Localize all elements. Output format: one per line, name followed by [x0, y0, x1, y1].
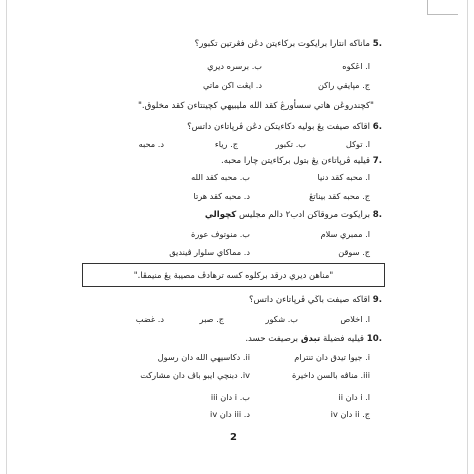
- q6-option-c[interactable]: [215, 138, 238, 150]
- q8-option-c[interactable]: [338, 246, 370, 258]
- q6-b-text: تكبور: [275, 139, 294, 149]
- q9-a-label: ا.: [365, 314, 370, 324]
- q8-b-label: ب.: [239, 229, 250, 239]
- page-number: 2: [230, 432, 237, 443]
- q9-stem: [249, 294, 382, 306]
- q7-option-d[interactable]: [193, 190, 250, 202]
- page-edge-left: [6, 0, 7, 474]
- q5-option-c[interactable]: [318, 79, 370, 91]
- quote-box: "مناهن ديري درقد برکلوه کسه ترهادڤ مصيبة يڠ منيمڤا.": [82, 263, 385, 287]
- q8-option-d[interactable]: [169, 246, 250, 258]
- q10-i-text: جيوا تيدق دان تنترام: [294, 352, 363, 362]
- q7-d-text: محبه كقد هرتا: [193, 191, 242, 201]
- q10-c-label: ج.: [362, 409, 370, 419]
- q10-d-text: iii دان iv: [210, 409, 242, 419]
- q6-a-label: ا.: [365, 139, 370, 149]
- q10-d-label: د.: [243, 409, 250, 419]
- q8-text: برايكوت مروقاكن ادب٢ دالم مجليس: [239, 210, 371, 220]
- q5-option-b[interactable]: [207, 60, 262, 72]
- q8-c-label: ج.: [362, 247, 370, 257]
- q6-option-d[interactable]: [139, 138, 164, 150]
- q7-b-text: محبه كقد الله: [191, 172, 238, 182]
- q7-c-text: محبه كقد بيناتڠ: [309, 191, 360, 201]
- q7-stem: [221, 155, 382, 167]
- q8-stem: [205, 209, 382, 221]
- q5-d-text: ايڠت اكن ماتي: [203, 80, 254, 90]
- q10-iv-text: دبنچي ايبو باڤ دان مشاركت: [140, 370, 238, 380]
- quote-1: "كچندروڠن هاتي سسأورڠ كقد الله مليبيهي كچينتاءن كقد مخلوق.": [137, 101, 374, 111]
- q10-b-label: ب.: [239, 392, 250, 402]
- q8-c-text: سوقن: [338, 247, 360, 257]
- q7-b-label: ب.: [239, 172, 250, 182]
- q10-option-a[interactable]: [339, 391, 370, 403]
- q6-a-text: توكل: [345, 139, 363, 149]
- q6-option-a[interactable]: [346, 138, 370, 150]
- q7-option-a[interactable]: [318, 171, 370, 183]
- q10-iv-label: iv: [242, 370, 250, 380]
- q7-option-c[interactable]: [309, 190, 370, 202]
- q10-stem: [245, 333, 382, 345]
- q9-a-text: اخلاص: [340, 314, 363, 324]
- q8-d-text: مماكاي سلوار ڤينديق: [169, 247, 242, 257]
- q5-a-label: ا.: [365, 61, 370, 71]
- q10-ii-text: دكاسيهي الله دان رسول: [157, 352, 241, 362]
- q10-b-text: i دان iii: [210, 392, 238, 402]
- q6-stem: [187, 121, 382, 133]
- q5-text: ماناكه انتارا برايكوت بركاءيتن دڠن فڠرتين تكبور؟: [194, 39, 371, 49]
- q8-option-a[interactable]: [321, 228, 370, 240]
- q9-option-c[interactable]: [200, 313, 224, 325]
- q5-c-text: مڽايقي راكن: [317, 80, 360, 90]
- q9-b-text: شكور: [265, 314, 286, 324]
- q10-text: قيليه فضيلة: [322, 334, 365, 344]
- q10-a-label: ا.: [365, 392, 370, 402]
- q8-a-text: ممبري سلام: [320, 229, 363, 239]
- q7-option-b[interactable]: [191, 171, 250, 183]
- q10-statement-i: i. جيوا تيدق دان تنترام: [294, 352, 370, 362]
- q10-keyword: تبدق: [300, 334, 321, 344]
- page-edge-right: [467, 0, 468, 474]
- q6-d-text: محبه: [138, 139, 156, 149]
- q7-c-label: ج.: [362, 191, 370, 201]
- q8-a-label: ا.: [365, 229, 370, 239]
- q9-option-d[interactable]: [136, 313, 164, 325]
- q7-number: .7: [372, 156, 382, 166]
- q6-c-label: ج.: [230, 139, 238, 149]
- q9-c-label: ج.: [216, 314, 224, 324]
- q10-iii-label: iii: [363, 370, 370, 380]
- q5-b-text: برسره ديري: [207, 61, 250, 71]
- q5-number: .5: [372, 39, 382, 49]
- q8-keyword: كچوالي: [204, 210, 237, 220]
- q10-i-label: i: [367, 352, 370, 362]
- q9-option-b[interactable]: [266, 313, 299, 325]
- q9-number: .9: [372, 295, 382, 305]
- q7-text: قيليه ڤرڽاتاءن يڠ بتول بركاءيتن چارا محبه.: [221, 156, 371, 166]
- q10-statement-iv: iv. دبنچي ايبو باڤ دان مشاركت: [140, 370, 250, 380]
- q6-d-label: د.: [157, 139, 164, 149]
- q6-text: اقاكه صيفت يڠ بوليه دكاءيتكن دڠن ڤرڽاتاءن د‌اتس؟: [187, 122, 371, 132]
- q10-option-d[interactable]: [210, 408, 250, 420]
- q9-d-text: غضب: [135, 314, 156, 324]
- q6-option-b[interactable]: [276, 138, 306, 150]
- q8-b-text: منوتوف عورة: [191, 229, 238, 239]
- q5-stem: [195, 38, 382, 50]
- q10-statement-ii: ii. دكاسيهي الله دان رسول: [157, 352, 250, 362]
- q6-b-label: ب.: [295, 139, 306, 149]
- q10-statement-iii: iii. مناڤه بالسن داخيرة: [292, 370, 370, 380]
- q7-d-label: د.: [243, 191, 250, 201]
- corner-tab: [427, 0, 458, 15]
- q8-option-b[interactable]: [191, 228, 250, 240]
- q6-c-text: رياء: [214, 139, 228, 149]
- q10-text-2: برصيفت حسد.: [245, 334, 299, 344]
- q9-d-label: د.: [157, 314, 164, 324]
- q10-ii-label: ii: [245, 352, 250, 362]
- q7-a-text: محبه كقد دنيا: [317, 172, 363, 182]
- q10-option-b[interactable]: [211, 391, 250, 403]
- q5-a-text: اڠكوه: [342, 61, 363, 71]
- q5-option-a[interactable]: [342, 60, 370, 72]
- q9-b-label: ب.: [287, 314, 298, 324]
- q9-option-a[interactable]: [340, 313, 370, 325]
- q5-d-label: د.: [255, 80, 262, 90]
- q8-d-label: د.: [243, 247, 250, 257]
- q10-number: .10: [366, 334, 382, 344]
- q10-c-text: ii دان iv: [330, 409, 360, 419]
- q5-option-d[interactable]: [203, 79, 262, 91]
- q9-c-text: صبر: [199, 314, 214, 324]
- q5-b-label: ب.: [251, 61, 262, 71]
- q9-text: اقاكه صيفت باڬي ڤرڽاتاءن د‌اتس؟: [248, 295, 371, 305]
- q7-a-label: ا.: [365, 172, 370, 182]
- q10-a-text: i دان ii: [338, 392, 363, 402]
- q10-iii-text: مناڤه بالسن داخيرة: [292, 370, 358, 380]
- q8-number: .8: [372, 210, 382, 220]
- q10-option-c[interactable]: [331, 408, 370, 420]
- q6-number: .6: [372, 122, 382, 132]
- q5-c-label: ج.: [362, 80, 370, 90]
